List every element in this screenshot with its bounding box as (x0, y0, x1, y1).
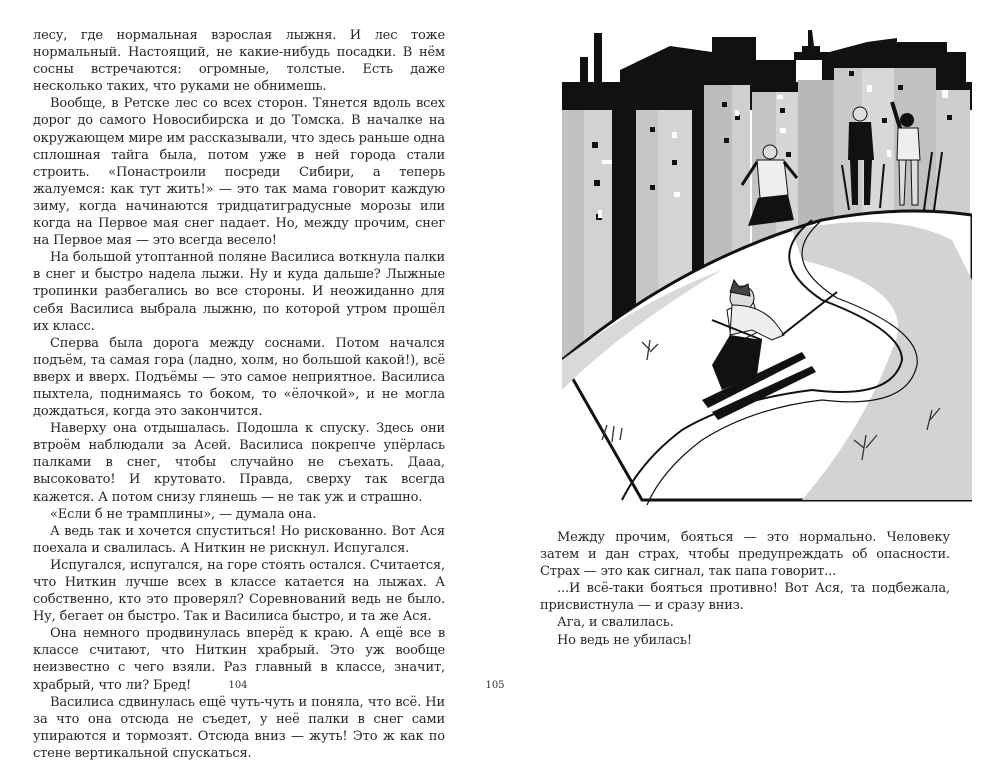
skiing-illustration (562, 30, 972, 510)
paragraph: лесу, где нормальная взрослая лыжня. И лес тоже нормальный. Настоящий, не какие-нибудь посадки. В нём сосны встречаются: огромные, толстые. Есть даже несколько таких, что руками не обнимешь. (33, 28, 445, 95)
page-number: 104 (228, 680, 248, 691)
paragraph: Но ведь не убилась! (557, 632, 692, 648)
paragraph: Испугался, испугался, на горе стоять остался. Считается, что Ниткин лучше всех в классе катается на лыжах. А собственно, кто это проверял? Соревнований ведь не было. Ну, бегает он быстро. Так и Василиса быстро, и та же Ася. (33, 557, 445, 625)
paragraph: Она немного продвинулась вперёд к краю. А ещё все в классе считают, что Ниткин храбрый. Это уж вообще неизвестно с чего взяли. Раз главный в классе, значит, храбрый, что ли? Бред! (33, 626, 445, 693)
paragraph: На большой утоптанной поляне Василиса воткнула палки в снег и быстро надела лыжи. Ну и куда дальше? Лыжные тропинки разбегались во все стороны. И неожиданно для себя Василиса выбрала лыжню, по которой утром прошёл их класс. (33, 250, 445, 334)
right-page (485, 0, 1000, 725)
paragraph: Василиса сдвинулась ещё чуть-чуть и поняла, что всё. Ни за что она отсюда не съедет, у неё палки в снег сами упираются и тормозят. Отсюда вниз — жуть! Это ж как по стене вертикальной спускаться. (33, 694, 445, 761)
right-page-text (540, 529, 950, 649)
paragraph: «Если б не трамплины», — думала она. (50, 506, 317, 522)
left-page (0, 0, 500, 761)
paragraph: ...И всё-таки бояться противно! Вот Ася, та подбежала, присвистнула — и сразу вниз. (540, 581, 950, 614)
paragraph: Ага, и свалилась. (557, 615, 674, 631)
paragraph: Сперва была дорога между соснами. Потом начался подъём, та самая гора (ладно, холм, но большой какой!), всё вверх и вверх. Подъёмы — это самое неприятное. Василиса пыхтела, поднимаясь то боком, то «ёлочкой», и не могла дождаться, когда это закончится. (33, 335, 445, 420)
page-number: 105 (485, 680, 505, 691)
paragraph: Вообще, в Ретске лес со всех сторон. Тянется вдоль всех дорог до самого Новосибирска и до Томска. В началке на окружающем мире им рассказывали, что здесь раньше одна сплошная тайга была, потом уже в ней города стали строить. «Понастроили посреди Сибири, а теперь жалуемся: как тут жить!» — это так мама говорит каждую зиму, когда начинаются тридцатиградусные морозы или когда на Первое мая снег падает. Но, между прочим, снег на Первое мая — это всегда весело! (33, 96, 445, 249)
paragraph: Наверху она отдышалась. Подошла к спуску. Здесь они втроём наблюдали за Асей. Василиса покрепче упёрлась палками в снег, чтобы случайно не съехать. Дааа, высоковато! И крутовато. Правда, сверху так всегда кажется. А потом снизу глянешь — не так уж и страшно. (33, 421, 445, 505)
paragraph: А ведь так и хочется спуститься! Но рискованно. Вот Ася поехала и свалилась. А Ниткин не рискнул. Испугался. (33, 523, 445, 556)
paragraph: Между прочим, бояться — это нормально. Человеку затем и дан страх, чтобы предупреждать об опасности. Страх — это как сигнал, так папа говорит... (540, 530, 950, 580)
left-page-text (33, 27, 445, 762)
